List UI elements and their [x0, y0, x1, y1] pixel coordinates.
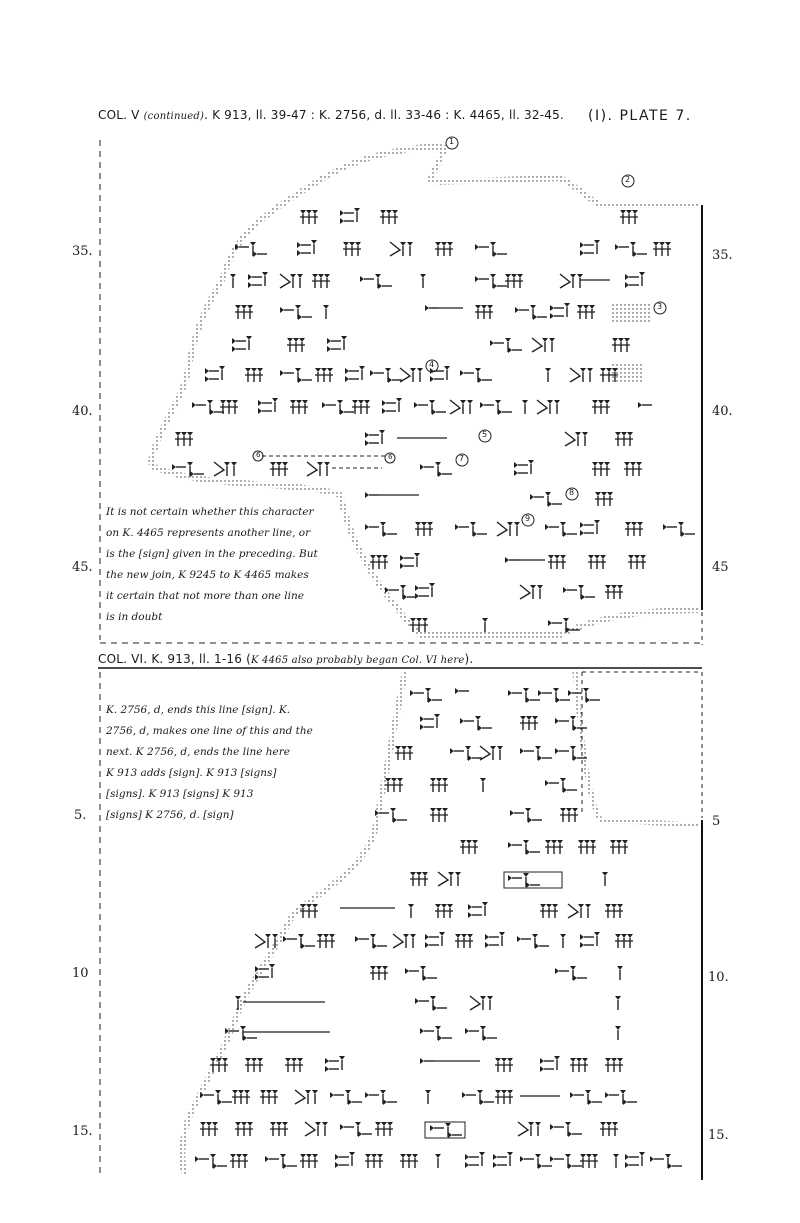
col6-note-line-6: [signs] K 2756, d. [sign] [106, 809, 234, 821]
col5-title: COL. V [98, 108, 140, 122]
marker-8: 8 [569, 488, 575, 497]
col6-title-italic: K 4465 also probably began Col. VI here [250, 655, 465, 666]
col5-note-line-1: It is not certain whether this character [106, 506, 314, 518]
col5-note [106, 502, 346, 628]
col6-notes [106, 700, 346, 826]
col6-note-line-1: K. 2756, d, ends this line [sign]. K. [106, 704, 291, 716]
col6-line-5-left: 5. [74, 808, 87, 823]
marker-5: 5 [482, 430, 488, 439]
marker-1: 1 [449, 137, 455, 146]
col5-line-45-left: 45. [72, 560, 93, 575]
col5-continued: (continued) [143, 111, 205, 122]
col6-line-15-left: 15. [72, 1124, 93, 1139]
col5-note-line-5: it certain that not more than one line [106, 590, 304, 602]
marker-2: 2 [625, 175, 631, 184]
marker-6b: 6 [388, 453, 393, 461]
col5-line-40-left: 40. [72, 404, 93, 419]
plate-label: (I). PLATE 7. [588, 108, 692, 124]
col6-header [98, 652, 473, 666]
col5-line-40-right: 40. [712, 404, 733, 419]
marker-7: 7 [459, 454, 465, 463]
col6-note-line-2: 2756, d, makes one line of this and the [106, 725, 313, 737]
col5-note-line-2: on K. 4465 represents another line, or [106, 527, 311, 539]
col6-title: COL. VI. K. 913, ll. 1-16 ( [98, 652, 251, 666]
col5-note-line-3: is the [sign] given in the preceding. But [106, 548, 318, 560]
col6-note-line-5: [signs]. K 913 [signs] K 913 [106, 788, 254, 800]
col6-line-5-right: 5 [712, 814, 721, 829]
col6-line-10-right: 10. [708, 970, 729, 985]
col6-note-line-4: K 913 adds [sign]. K 913 [signs] [106, 767, 277, 779]
col5-line-35-left: 35. [72, 244, 93, 259]
col6-title-end: ). [464, 652, 474, 666]
col5-note-line-6: is in doubt [106, 611, 163, 623]
col6-line-10-left: 10 [72, 966, 89, 981]
col6-note-line-3: next. K 2756, d, ends the line here [106, 746, 290, 758]
marker-9: 9 [525, 514, 531, 523]
marker-6a: 6 [256, 451, 261, 459]
marker-3: 3 [657, 302, 663, 311]
col5-line-35-right: 35. [712, 248, 733, 263]
marker-4: 4 [429, 360, 435, 369]
col5-refs: . K 913, ll. 39-47 : K. 2756, d. ll. 33-46 : K. 4465, ll. 32-45. [204, 108, 564, 122]
col5-note-line-4: the new join, K 9245 to K 4465 makes [106, 569, 309, 581]
col5-line-45-right: 45 [712, 560, 729, 575]
col6-line-15-right: 15. [708, 1128, 729, 1143]
